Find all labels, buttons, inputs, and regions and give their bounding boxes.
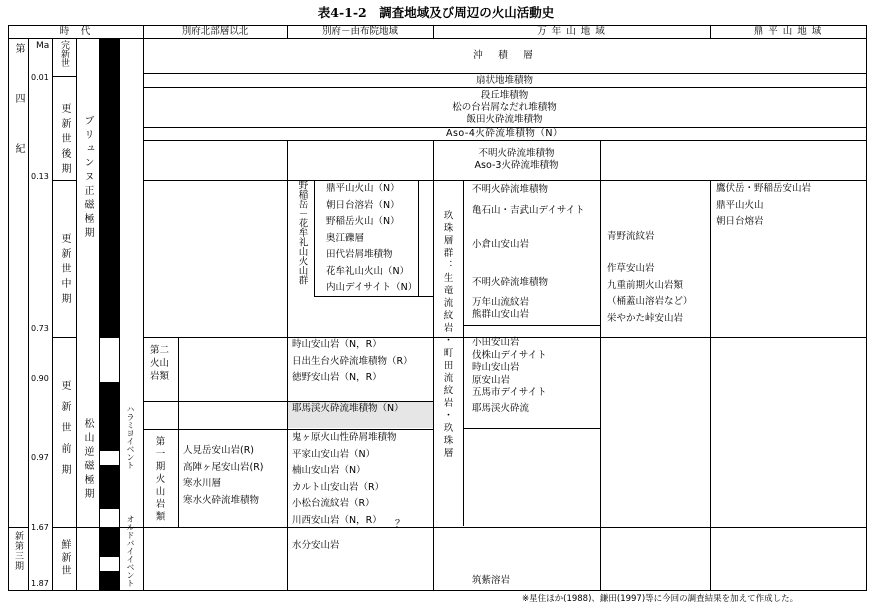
yufuin-nokine-group: 野稲岳－花牟礼山火山群	[296, 180, 308, 285]
row-fan: 扇状地堆積物	[475, 75, 533, 86]
ma-label: Ma	[36, 41, 50, 51]
kuju-mid-list-b	[607, 261, 693, 327]
tick-label: 0.90	[31, 374, 49, 383]
header-era: 時 代	[59, 26, 92, 37]
beppu-north-list	[183, 443, 264, 509]
chron-brunhes: ブリュンヌ正磁極期	[82, 115, 93, 241]
list-item: Aso-3火砕流堆積物	[474, 160, 559, 171]
list-item: 日出生台火砕流堆積物（R）	[292, 355, 413, 367]
list-item: （桶蓋山溶岩など）	[607, 296, 693, 307]
list-item: 亀石山・吉武山デイサイト	[472, 205, 585, 216]
epoch-early-pleistocene: 更新世前期	[59, 380, 70, 485]
tick-label: 0.01	[31, 73, 49, 82]
list-item: カルト山安山岩（R）	[292, 481, 385, 493]
list-item: 花牟礼山火山（N）	[326, 265, 410, 277]
list-item: 朝日台溶岩（N）	[326, 199, 400, 211]
list-item: 伐株山デイサイト	[472, 349, 547, 361]
list-item: 寒水火砕流堆積物	[183, 494, 260, 506]
list-item: 鷹伏岳・野稲岳安山岩	[716, 183, 812, 194]
period-neogene: 新第三期	[13, 531, 23, 571]
page-title: 表4-1-2 調査地域及び周辺の火山活動史	[317, 5, 555, 20]
list-item: 鼎平山火山	[716, 199, 764, 211]
list-item: 不明火砕流堆積物	[478, 148, 555, 159]
chron-matuyama: 松山逆磁極期	[82, 418, 93, 502]
kuju-mid-list-a: 青野流紋岩	[607, 231, 655, 242]
row-aso4: Aso-4火砕流堆積物（N）	[445, 128, 563, 139]
yufuin-mid-list	[292, 337, 413, 387]
list-item: 万年山流紋岩	[472, 297, 530, 308]
mannen-list-b	[472, 273, 548, 321]
tick-label: 0.13	[31, 172, 49, 181]
list-item: 不明火砕流堆積物	[472, 277, 549, 288]
epoch-late-pleistocene: 更新世後期	[59, 103, 70, 178]
list-item: 原安山岩	[472, 374, 511, 386]
chron-haramillo: ハラミヨイベント	[126, 405, 135, 469]
epoch-holocene: 完新世	[59, 40, 69, 67]
list-item: 熊群山安山岩	[472, 309, 530, 320]
beppu-north-group1: 第一期火山岩類	[153, 436, 165, 524]
mannen-list-c	[472, 337, 547, 400]
footnote: ※星住ほか(1988)、鎌田(1997)等に今回の調査結果を加えて作成した。	[522, 594, 799, 604]
list-item: 段丘堆積物	[480, 90, 529, 101]
list-item: 平家山安山岩（N）	[292, 448, 376, 460]
tick-label: 1.87	[31, 579, 49, 588]
list-item: 高陣ヶ尾安山岩(R)	[183, 461, 264, 473]
list-item: 内山デイサイト（N）	[326, 282, 418, 293]
list-item: 野稲岳火山（N）	[326, 216, 400, 227]
mannen-yabakei: 耶馬渓火砕流	[472, 403, 530, 414]
mannen-ogura: 小倉山安山岩	[472, 239, 530, 250]
list-item: 小田安山岩	[472, 337, 520, 348]
list-item: 松の台岩屑なだれ堆積物	[452, 102, 557, 113]
list-item: 不明火砕流堆積物	[472, 184, 549, 195]
list-item: 五馬市デイサイト	[472, 387, 547, 398]
epoch-middle-pleistocene: 更新世中期	[59, 233, 70, 308]
list-item: 時山安山岩（N，R）	[292, 339, 382, 350]
list-item: 鼎平山火山（N）	[326, 183, 400, 194]
beppu-north-group2: 第二火山岩類	[150, 345, 170, 382]
list-item: 飯田火砕流堆積物	[466, 114, 543, 125]
list-item: 鬼ヶ原火山性砕屑堆積物	[292, 432, 397, 443]
kuju-list	[716, 181, 811, 231]
tick-label: 1.67	[31, 523, 49, 532]
list-item: 川西安山岩（N，R）	[292, 514, 382, 526]
yufuin-lower-list	[292, 430, 397, 529]
period-quaternary: 第四紀	[13, 43, 24, 193]
header-mannen: 万 年 山 地 域	[537, 26, 606, 37]
mannen-kusu-group: 玖珠層群：生竜流紋岩・町田流紋岩・玖珠層	[441, 210, 453, 460]
list-item: 田代岩屑堆積物	[326, 249, 393, 260]
yufuin-mizuwake: 水分安山岩	[292, 540, 340, 551]
row-alluvium: 沖 積 層	[473, 50, 536, 61]
list-item: 寒水川層	[183, 478, 222, 489]
tick-label: 0.73	[31, 324, 49, 333]
list-item: 奥江礫層	[326, 232, 365, 244]
yufuin-yabakei: 耶馬渓火砕流堆積物（N）	[292, 403, 404, 414]
list-item: 朝日台熔岩	[716, 216, 764, 227]
list-item: 小松台流紋岩（R）	[292, 498, 375, 509]
header-kuju: 鼎 平 山 地 域	[753, 26, 823, 37]
list-item: 徳野安山岩（N，R）	[292, 372, 382, 383]
list-item: 作草安山岩	[607, 263, 655, 274]
row-late-list	[143, 90, 866, 126]
mannen-chikuhou: 筑紫溶岩	[472, 575, 511, 586]
header-beppu-yufuin: 別府－由布院地域	[321, 26, 398, 37]
yufuin-question: ？	[395, 519, 405, 530]
header-beppu-north: 別府北部層以北	[181, 26, 249, 37]
chron-olduvai: オルドバイイベント	[126, 515, 135, 587]
yufuin-nokine-list	[326, 181, 417, 297]
list-item: 九重前期火山岩類	[607, 279, 684, 291]
list-item: 時山安山岩	[472, 362, 520, 373]
row-aso3	[433, 148, 600, 172]
list-item: 栄やかた峠安山岩	[607, 312, 684, 324]
list-item: 楠山安山岩（N）	[292, 465, 366, 476]
tick-label: 0.97	[31, 453, 49, 462]
mannen-list-a	[472, 179, 585, 221]
list-item: 人見岳安山岩(R)	[183, 445, 255, 456]
epoch-pliocene: 鮮新世	[59, 539, 70, 578]
